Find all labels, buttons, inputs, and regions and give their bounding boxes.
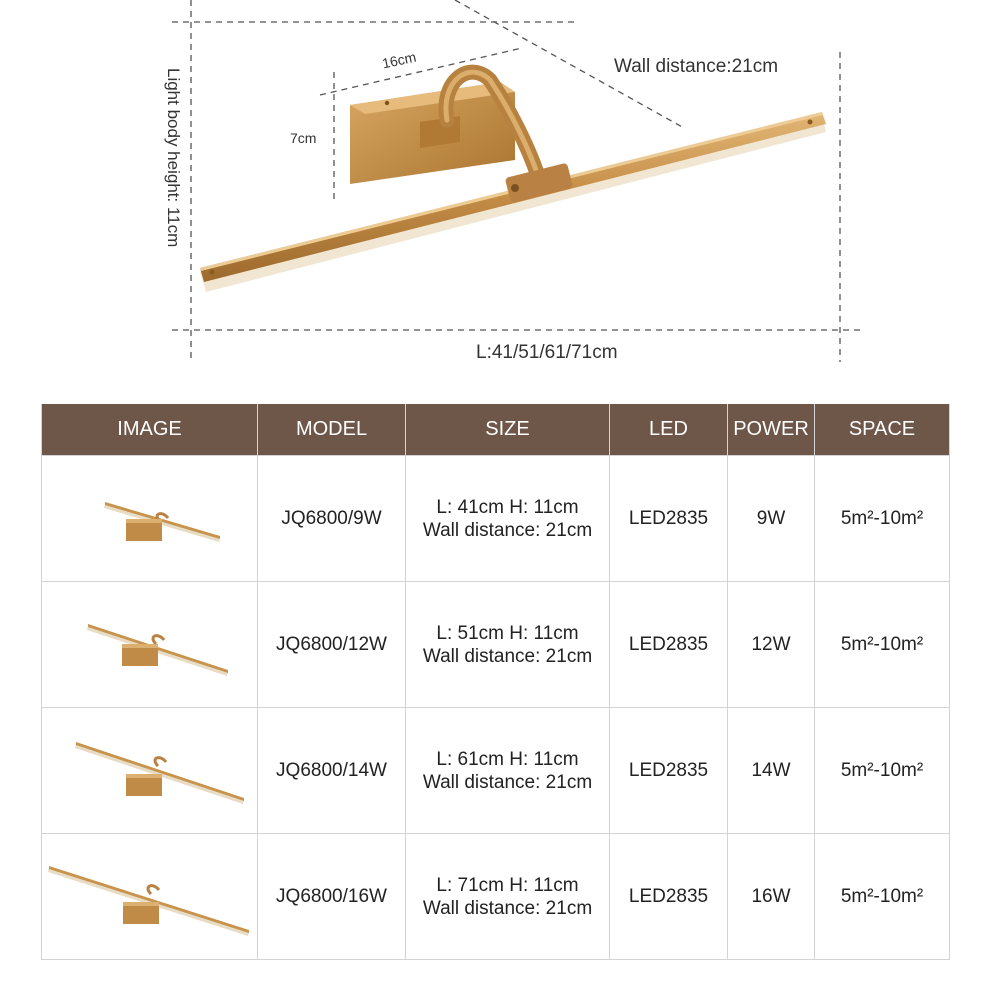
header-led: LED	[610, 404, 728, 456]
led-cell: LED2835	[610, 456, 728, 582]
model-cell: JQ6800/16W	[258, 834, 406, 960]
space-cell: 5m²-10m²	[815, 834, 950, 960]
arm-length-label: 16cm	[380, 48, 418, 72]
led-cell: LED2835	[610, 834, 728, 960]
space-cell: 5m²-10m²	[815, 582, 950, 708]
size-line2: Wall distance: 21cm	[422, 645, 593, 667]
space-cell: 5m²-10m²	[815, 456, 950, 582]
table-row	[42, 456, 950, 582]
led-cell: LED2835	[610, 708, 728, 834]
size-line2: Wall distance: 21cm	[422, 771, 593, 793]
size-cell	[406, 582, 610, 708]
header-image: IMAGE	[42, 404, 258, 456]
header-size: SIZE	[406, 404, 610, 456]
size-line1: L: 61cm H: 11cm	[436, 748, 579, 770]
space-cell: 5m²-10m²	[815, 708, 950, 834]
image-cell	[42, 456, 258, 582]
lamp-thumbnail	[50, 726, 250, 816]
size-cell	[406, 834, 610, 960]
lamp-thumbnail	[50, 474, 250, 564]
power-cell: 12W	[728, 582, 815, 708]
lamp-thumbnail	[45, 852, 255, 942]
header-model: MODEL	[258, 404, 406, 456]
size-line1: L: 51cm H: 11cm	[436, 622, 579, 644]
model-cell: JQ6800/9W	[258, 456, 406, 582]
size-line1: L: 41cm H: 11cm	[436, 496, 579, 518]
image-cell	[42, 582, 258, 708]
spec-table	[41, 404, 950, 960]
table-row	[42, 708, 950, 834]
image-cell	[42, 834, 258, 960]
lamp-thumbnail	[50, 600, 250, 690]
header-space: SPACE	[815, 404, 950, 456]
header-power: POWER	[728, 404, 815, 456]
size-line1: L: 71cm H: 11cm	[436, 874, 579, 896]
power-cell: 14W	[728, 708, 815, 834]
image-cell	[42, 708, 258, 834]
wall-distance-label: Wall distance:21cm	[614, 56, 779, 77]
size-line2: Wall distance: 21cm	[422, 897, 593, 919]
power-cell: 16W	[728, 834, 815, 960]
wall-plate	[350, 82, 515, 184]
power-cell: 9W	[728, 456, 815, 582]
table-header-row	[42, 404, 950, 456]
model-cell: JQ6800/14W	[258, 708, 406, 834]
model-cell: JQ6800/12W	[258, 582, 406, 708]
led-cell: LED2835	[610, 582, 728, 708]
lengths-label: L:41/51/61/71cm	[476, 342, 618, 363]
table-row	[42, 582, 950, 708]
dimension-diagram	[0, 0, 1000, 380]
size-cell	[406, 708, 610, 834]
size-line2: Wall distance: 21cm	[422, 519, 593, 541]
backplate-height-label: 7cm	[290, 130, 317, 146]
table-row	[42, 834, 950, 960]
lamp-illustration	[0, 0, 1000, 380]
body-height-label: Light body height: 11cm	[164, 68, 183, 248]
size-cell	[406, 456, 610, 582]
